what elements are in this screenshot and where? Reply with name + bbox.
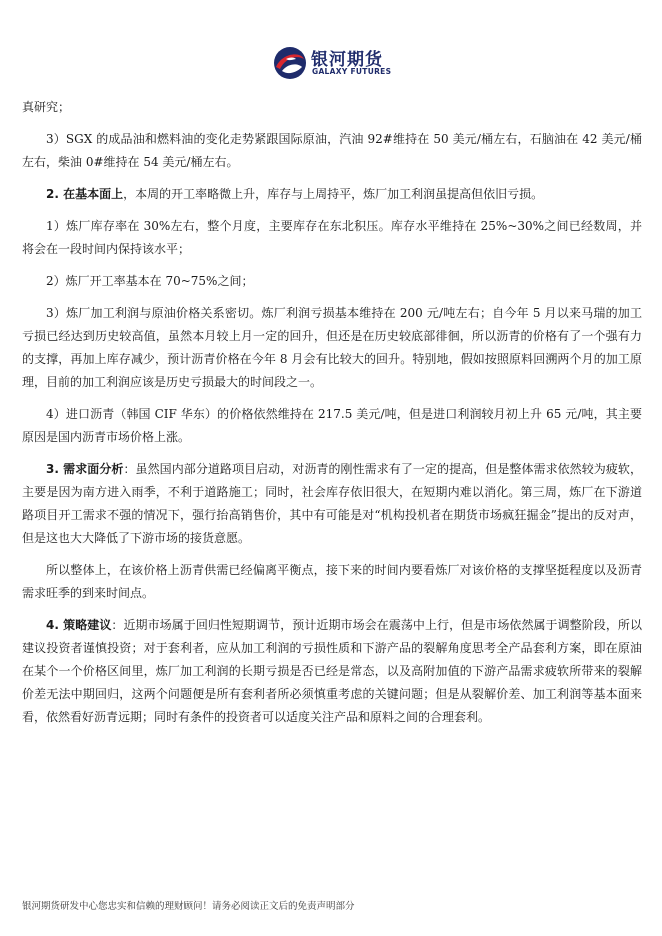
report-body bbox=[22, 96, 642, 729]
galaxy-logo-icon bbox=[272, 45, 308, 81]
paragraph-utilization: 2）炼厂开工率基本在 70~75%之间； bbox=[46, 274, 254, 288]
paragraph-summary: 所以整体上，在该价格上沥青供需已经偏离平衡点，接下来的时间内要看炼厂对该价格的支撑坚挺程度以及沥青需求旺季的到来时间点。 bbox=[22, 563, 642, 600]
header-logo bbox=[272, 45, 402, 85]
section-strategy bbox=[22, 614, 642, 729]
section-fundamentals bbox=[22, 183, 642, 206]
paragraph-intro-tail: 真研究； bbox=[22, 100, 71, 114]
page-footer: 银河期货研发中心您忠实和信赖的理财顾问！请务必阅读正文后的免责声明部分 bbox=[22, 901, 355, 912]
logo-chinese-name: 银河期货 bbox=[311, 50, 383, 70]
paragraph-imports: 4）进口沥青（韩国 CIF 华东）的价格依然维持在 217.5 美元/吨，但是进口利润较月初上升 65 元/吨，其主要原因是国内沥青市场价格上涨。 bbox=[22, 407, 642, 444]
section-text: ：近期市场属于回归性短期调节，预计近期市场会在震荡中上行，但是市场依然属于调整阶段，所以建议投资者谨慎投资；对于套利者，应从加工利润的亏损性质和下游产品的裂解角度思考全产品套利方案，即在原油在某个一个价格区间里，炼厂加工利润的长期亏损是否已经是常态，以及高附加值的下游产品需求疲软所带来的裂解价差无法中期回归，这两个问题便是所有套利者所必须慎重考虑的关键问题；但是从裂解价差、加工利润等基本面来看，依然看好沥青远期；同时有条件的投资者可以适度关注产品和原料之间的合理套利。 bbox=[22, 618, 642, 724]
paragraph-margins: 3）炼厂加工利润与原油价格关系密切。炼厂利润亏损基本维持在 200 元/吨左右；自今年 5 月以来马瑞的加工亏损已经达到历史较高值，虽然本月较上月一定的回升，但还是在历史较底部徘徊，所以沥青的价格有了一个强有力的支撑，再加上库存减少，预计沥青价格在今年 8 月会有比较大的回升。特别地，假如按照原料回溯两个月的加工原理，目前的加工利润应该是历史亏损最大的时间段之一。 bbox=[22, 306, 642, 389]
section-heading: 3. 需求面分析 bbox=[46, 462, 124, 476]
paragraph-sgx: 3）SGX 的成品油和燃料油的变化走势紧跟国际原油，汽油 92#维持在 50 美元/桶左右，石脑油在 42 美元/桶左右，柴油 0#维持在 54 美元/桶左右。 bbox=[22, 132, 642, 169]
section-text: ，本周的开工率略微上升，库存与上周持平，炼厂加工利润虽提高但依旧亏损。 bbox=[123, 187, 544, 201]
paragraph-inventory: 1）炼厂库存率在 30%左右，整个月度，主要库存在东北积压。库存水平维持在 25%~30%之间已经数周，并将会在一段时间内保持该水平； bbox=[22, 219, 642, 256]
section-text: ：虽然国内部分道路项目启动，对沥青的刚性需求有了一定的提高，但是整体需求依然较为疲软，主要是因为南方进入雨季，不利于道路施工；同时，社会库存依旧很大，在短期内难以消化。第三周，炼厂在下游道路项目开工需求不强的情况下，强行抬高销售价，其中有可能是对“机构投机者在期货市场疯狂掘金”提出的反对声，但是这也大大降低了下游市场的接货意愿。 bbox=[22, 462, 642, 545]
section-heading: 2. 在基本面上 bbox=[46, 187, 124, 201]
section-demand bbox=[22, 458, 642, 550]
section-heading: 4. 策略建议 bbox=[46, 618, 112, 632]
logo-english-name: GALAXY FUTURES bbox=[312, 67, 392, 76]
